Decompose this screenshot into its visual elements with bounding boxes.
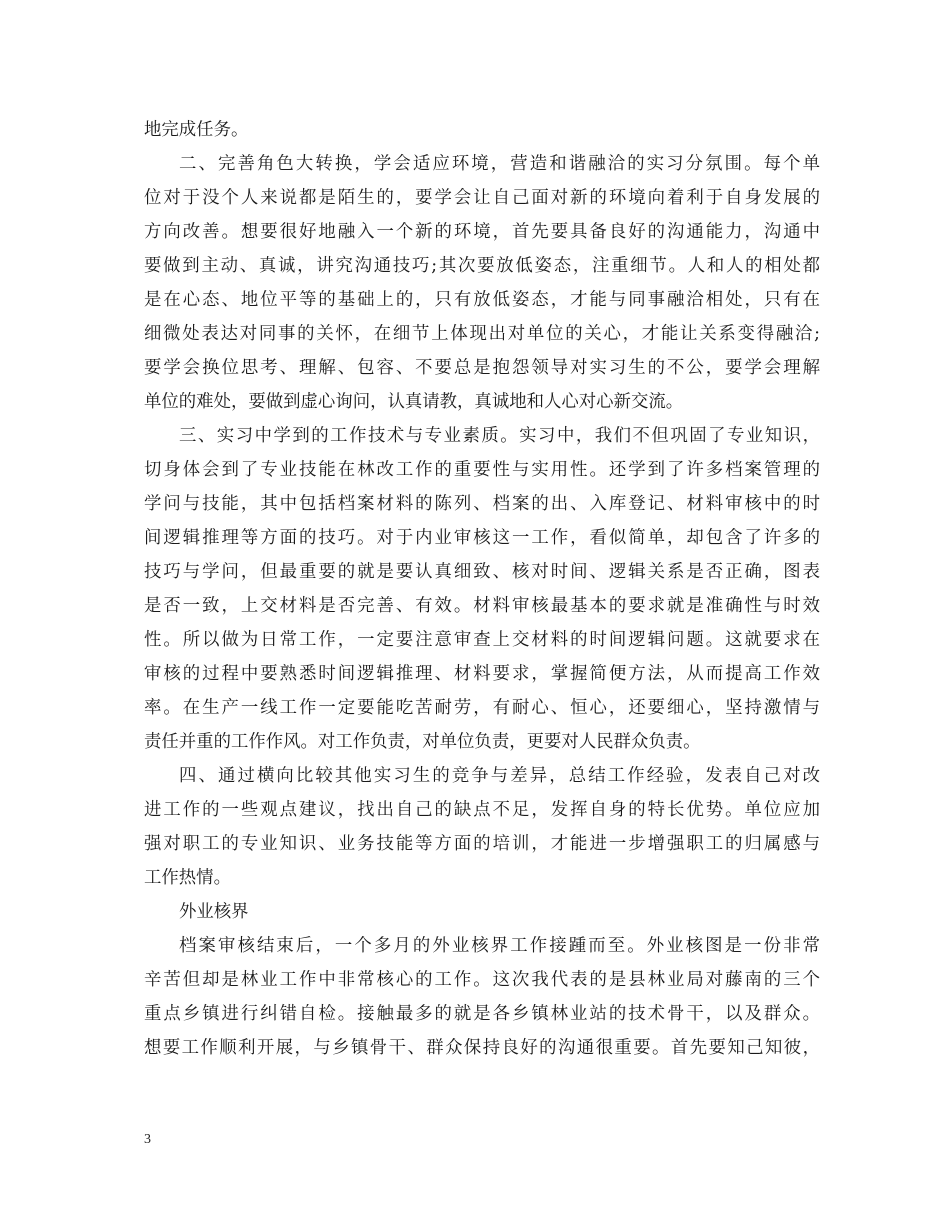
- text-line: 要做到主动、真诚，讲究沟通技巧;其次要放低姿态，注重细节。人和人的相处都: [144, 256, 820, 276]
- text-line: 学问与技能，其中包括档案材料的陈列、档案的出、入库登记、材料审核中的时: [144, 494, 820, 514]
- text-line: 间逻辑推理等方面的技巧。对于内业审核这一工作，看似简单，却包含了许多的: [144, 528, 820, 548]
- text-line: 技巧与学问，但最重要的就是要认真细致、核对时间、逻辑关系是否正确，图表: [144, 562, 820, 582]
- text-line: 工作热情。: [144, 868, 231, 888]
- text-line: 位对于没个人来说都是陌生的，要学会让自己面对新的环境向着利于自身发展的: [144, 188, 820, 208]
- text-line: 四、通过横向比较其他实习生的竞争与差异，总结工作经验，发表自己对改: [179, 766, 820, 786]
- text-line: 想要工作顺利开展，与乡镇骨干、群众保持良好的沟通很重要。首先要知己知彼，: [144, 1038, 820, 1058]
- text-line: 二、完善角色大转换，学会适应环境，营造和谐融洽的实习分氛围。每个单: [179, 154, 820, 174]
- text-line: 要学会换位思考、理解、包容、不要总是抱怨领导对实习生的不公，要学会理解: [144, 358, 820, 378]
- text-line: 外业核界: [179, 902, 249, 922]
- text-line: 强对职工的专业知识、业务技能等方面的培训，才能进一步增强职工的归属感与: [144, 834, 820, 854]
- text-line: 重点乡镇进行纠错自检。接触最多的就是各乡镇林业站的技术骨干，以及群众。: [144, 1004, 820, 1024]
- text-line: 细微处表达对同事的关怀，在细节上体现出对单位的关心，才能让关系变得融洽;: [144, 324, 820, 344]
- text-line: 是否一致，上交材料是否完善、有效。材料审核最基本的要求就是准确性与时效: [144, 596, 820, 616]
- text-line: 档案审核结束后，一个多月的外业核界工作接踵而至。外业核图是一份非常: [179, 936, 820, 956]
- text-line: 地完成任务。: [144, 120, 249, 140]
- text-line: 三、实习中学到的工作技术与专业素质。实习中，我们不但巩固了专业知识，: [179, 426, 820, 446]
- text-line: 率。在生产一线工作一定要能吃苦耐劳，有耐心、恒心，还要细心，坚持激情与: [144, 698, 820, 718]
- text-line: 是在心态、地位平等的基础上的，只有放低姿态，才能与同事融洽相处，只有在: [144, 290, 820, 310]
- text-line: 性。所以做为日常工作，一定要注意审查上交材料的时间逻辑问题。这就要求在: [144, 630, 820, 650]
- text-line: 责任并重的工作作风。对工作负责，对单位负责，更要对人民群众负责。: [144, 732, 701, 752]
- text-line: 方向改善。想要很好地融入一个新的环境，首先要具备良好的沟通能力，沟通中: [144, 222, 820, 242]
- text-line: 进工作的一些观点建议，找出自己的缺点不足，发挥自身的特长优势。单位应加: [144, 800, 820, 820]
- text-line: 辛苦但却是林业工作中非常核心的工作。这次我代表的是县林业局对藤南的三个: [144, 970, 820, 990]
- text-line: 审核的过程中要熟悉时间逻辑推理、材料要求，掌握简便方法，从而提高工作效: [144, 664, 820, 684]
- page-number: 3: [144, 1132, 151, 1147]
- document-page: [144, 113, 820, 1065]
- text-line: 单位的难处，要做到虚心询问，认真请教，真诚地和人心对心新交流。: [144, 392, 684, 412]
- text-line: 切身体会到了专业技能在林改工作的重要性与实用性。还学到了许多档案管理的: [144, 460, 820, 480]
